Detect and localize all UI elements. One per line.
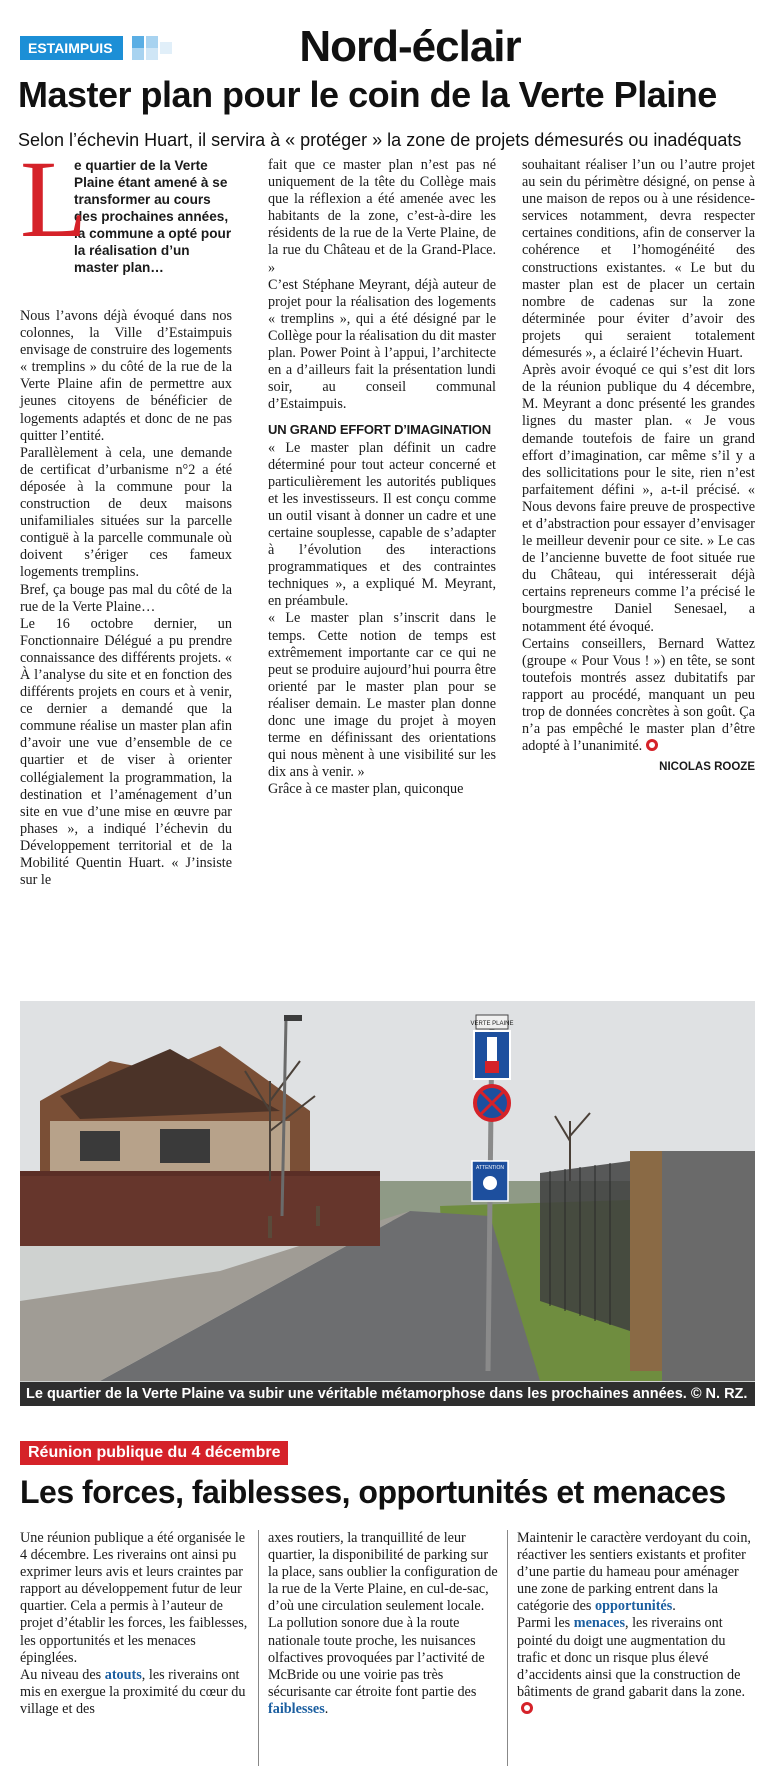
paragraph	[20, 1667, 252, 1718]
street-scene-illustration	[20, 1001, 755, 1406]
paragraph-text: Certains conseillers, Bernard Wattez (groupe « Pour Vous ! ») en tête, se sont toutefois montrés assez dubitatifs par rapport au procédé, manquant un peu trop de données concrètes à son goût. Ça n’a pas empêché le master plan d’être adopté à l’unanimité.	[522, 635, 755, 755]
paragraph: « Le master plan s’inscrit dans le temps. Cette notion de temps est extrêmement importante car ce qui ne peut se produire aujourd’hui pourra être orienté par le master plan pour se réaliser demain. Le master plan donne donc une image du projet à moyen terme en définissant des orientations qui nous mènent à une visibilité sur les dix ans à venir. »	[268, 610, 496, 781]
keyword-faiblesses: faiblesses	[268, 1700, 325, 1717]
article-lead: e quartier de la Verte Plaine étant amené à se transformer au cours des prochaines années, la commune a opté pour la réalisation d’un master plan…	[74, 158, 232, 275]
end-of-box-icon	[521, 1702, 533, 1714]
box-column-3	[517, 1530, 755, 1718]
lead-block	[20, 138, 232, 276]
paragraph: Nous l’avons déjà évoqué dans nos colonnes, la Ville d’Estaimpuis envisage de construire des logements « tremplins » du côté de la rue de la Verte Plaine afin de permettre aux jeunes citoyens de bénéficier de logements adaptés et donc de ne pas quitter l’entité.	[20, 308, 232, 444]
paragraph: souhaitant réaliser l’un ou l’autre projet au sein du périmètre désigné, on pense à une maison de repos ou à une résidence-services notamment, devra respecter certaines conditions, afin de conserver la cohérence et l’homogénéité des constructions existantes. « Le but du master plan est de placer un certain nombre de cadenas sur la zone déterminée pour éviter d’avoir des projets qui seraient totalement démesurés », a éclairé l’échevin Huart.	[522, 157, 755, 362]
paragraph: axes routiers, la tranquillité de leur quartier, la disponibilité de parking sur la place, sans oublier la configuration de la rue de la Verte Plaine, en cul-de-sac, d’où une circulation seulement locale.	[268, 1530, 498, 1615]
paragraph: Parallèlement à cela, une demande de certificat d’urbanisme n°2 a été déposée à la commune pour la construction de deux maisons unifamiliales situées sur la parcelle contiguë à la parcelle communale où doivent s’ériger ces fameux logements tremplins.	[20, 444, 232, 581]
paragraph-text: Au niveau des	[20, 1666, 105, 1683]
section-tag: ESTAIMPUIS	[20, 36, 123, 60]
paragraph: Bref, ça bouge pas mal du côté de la rue de la Verte Plaine…	[20, 581, 232, 615]
article-subhead: Selon l’échevin Huart, il servira à « protéger » la zone de projets démesurés ou inadéquats	[18, 130, 742, 150]
end-of-article-icon	[646, 739, 658, 751]
paragraph: Grâce à ce master plan, quiconque	[268, 781, 464, 798]
article-photo	[20, 1001, 755, 1406]
paragraph: Le 16 octobre dernier, un Fonctionnaire Délégué a pu prendre connaissance des différents projets. « À l’analyse du site et en fonction des différents projets en cours et à venir, ce dernier a demandé que la commune réalise un master plan afin d’avoir une vue d’ensemble de ce quartier et de viser à orienter collégialement la programmation, la destination et l’aménagement d’un site en vue d’une mise en œuvre par phases », a indiqué l’échevin du Développement territorial et de la Mobilité Quentin Huart. « J’insiste sur le	[20, 615, 232, 889]
attention-sign-text: ATTENTION	[476, 1165, 504, 1171]
paragraph-text: Parmi les	[517, 1615, 574, 1632]
column-divider	[507, 1530, 508, 1766]
article-column-3	[522, 157, 755, 776]
box-banner: Réunion publique du 4 décembre	[20, 1441, 288, 1465]
keyword-atouts: atouts	[104, 1666, 142, 1683]
intertitle: UN GRAND EFFORT D’IMAGINATION	[268, 422, 491, 438]
article-column-2	[268, 157, 496, 798]
box-column-1	[20, 1530, 252, 1718]
byline: NICOLAS ROOZE	[659, 761, 755, 774]
article-column-1	[20, 138, 232, 889]
keyword-menaces: menaces	[573, 1615, 625, 1632]
paragraph-text: .	[324, 1700, 329, 1717]
paragraph	[522, 636, 755, 756]
paragraph	[517, 1615, 755, 1718]
paragraph: « Le master plan définit un cadre déterminé pour tout acteur concerné et particulièrement les autorités publiques et les investisseurs. Il est conçu comme un outil visant à donner un cadre et une certaine souplesse, capable de s’adapter à l’évolution des interactions programmatiques et des contraintes techniques », a expliqué M. Meyrant, en préambule.	[268, 439, 496, 610]
photo-caption: Le quartier de la Verte Plaine va subir une véritable métamorphose dans les prochaines années. © N. RZ.	[20, 1382, 755, 1406]
keyword-opportunites: opportunités	[595, 1598, 673, 1615]
paragraph-text: , les riverains ont mis en exergue la proximité du cœur du village et des	[20, 1666, 246, 1717]
paragraph-text: , les riverains ont pointé du doigt une augmentation du trafic et donc un risque plus élevé d’accidents ainsi que la construction de bâtiments de grand gabarit dans la zone.	[517, 1615, 746, 1700]
paragraph: Une réunion publique a été organisée le 4 décembre. Les riverains ont ainsi pu exprimer leurs avis et leurs craintes par rapport au développement futur de leur quartier. Cela a permis à l’auteur de projet d’établir les forces, les faiblesses, les opportunités et les menaces épinglées.	[20, 1530, 248, 1666]
column-divider	[258, 1530, 259, 1766]
paragraph-text: La pollution sonore due à la route nationale toute proche, les nuisances olfactives provoquées par l’activité de McBride ou une voirie pas très sécurisante car étroite font partie des	[268, 1615, 485, 1700]
dropcap: L	[20, 138, 88, 260]
box-headline: Les forces, faiblesses, opportunités et menaces	[20, 1474, 726, 1510]
paragraph: fait que ce master plan n’est pas né uniquement de la tête du Collège mais que la réflexion a été amenée avec les habitants de la zone, c’est-à-dire les résidents de la rue de la Verte Plaine, de la rue du Château et de la Grand-Place. »	[268, 157, 496, 276]
paragraph: C’est Stéphane Meyrant, déjà auteur de projet pour la réalisation des logements « tremplins », qui a été désigné par le Collège pour la réalisation du dit master plan. Power Point à l’appui, l’architecte en a d’ailleurs fait la présentation lundi soir, au conseil communal d’Estaimpuis.	[268, 276, 496, 413]
paragraph-text: .	[672, 1598, 676, 1615]
article-headline: Master plan pour le coin de la Verte Plaine	[18, 74, 717, 115]
box-column-2	[268, 1530, 500, 1718]
street-sign-text: VERTE PLAINE	[470, 1021, 514, 1027]
paragraph-text: Maintenir le caractère verdoyant du coin, réactiver les sentiers existants et profiter d’une partie du hameau pour aménager une zone de parking entrent dans la catégorie des	[517, 1530, 751, 1615]
paragraph	[517, 1530, 755, 1615]
paragraph: Après avoir évoqué ce qui s’est dit lors de la réunion publique du 4 décembre, M. Meyrant a donc présenté les grandes lignes du master plan. « Je vous demande toutefois de faire un grand effort d’imagination, car même s’il y a des sollicitations pour le site, rien n’est parfaitement défini », a-t-il précisé. « Nous devons faire preuve de prospective et d’abstraction pour essayer d’envisager le meilleur devenir pour ce site. » Le cas de l’ancienne buvette de foot située rue du Château, qui intéresserait déjà certains repreneurs comme l’a précisé le bourgmestre Daniel Senesael, a notamment été évoqué.	[522, 362, 755, 635]
paragraph	[268, 1615, 500, 1718]
newspaper-name: Nord-éclair	[299, 22, 521, 71]
